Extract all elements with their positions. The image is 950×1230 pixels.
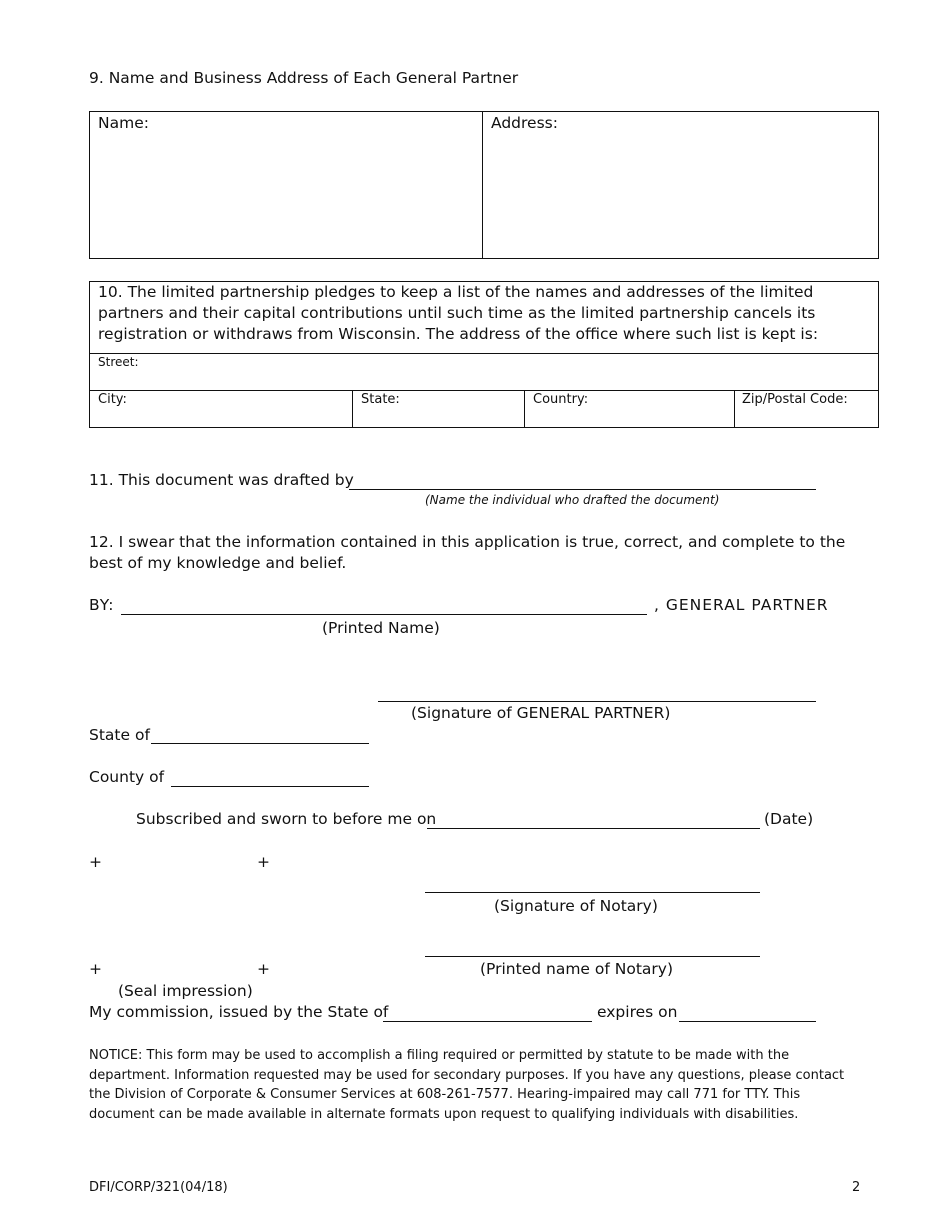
county-of-field[interactable]	[171, 786, 369, 787]
date-label: (Date)	[764, 810, 814, 828]
street-label: Street:	[98, 355, 139, 369]
table-divider	[734, 390, 735, 428]
country-field[interactable]	[526, 410, 732, 426]
table-row-divider	[89, 390, 879, 391]
county-of-label: County of	[89, 768, 165, 786]
section-10-text: 10. The limited partnership pledges to keep a list of the names and addresses of the limited partners and their capital contributions until such time as the limited partnership cancels its registration or withdraws from Wisconsin. The address of the office where such list is kept is:	[98, 283, 819, 343]
partner-signature-field[interactable]	[378, 701, 816, 702]
zip-label: Zip/Postal Code:	[742, 392, 848, 407]
seal-corner-mark: +	[89, 853, 102, 871]
name-label: Name:	[98, 114, 149, 132]
page-number: 2	[852, 1180, 861, 1195]
partner-signature-caption: (Signature of GENERAL PARTNER)	[411, 704, 671, 722]
state-of-label: State of	[89, 726, 150, 744]
zip-field[interactable]	[736, 410, 877, 426]
notary-signature-caption: (Signature of Notary)	[494, 897, 658, 915]
partner-name-field[interactable]	[91, 136, 480, 256]
table-row-divider	[89, 353, 879, 354]
commission-expires-field[interactable]	[679, 1021, 816, 1022]
sworn-date-field[interactable]	[427, 828, 760, 829]
table-divider	[524, 390, 525, 428]
expires-label: expires on	[597, 1003, 678, 1021]
section-9-heading: 9. Name and Business Address of Each General Partner	[89, 69, 519, 87]
notary-printed-name-field[interactable]	[425, 956, 760, 957]
printed-name-caption: (Printed Name)	[322, 619, 440, 637]
city-label: City:	[98, 392, 127, 407]
printed-name-field[interactable]	[121, 614, 647, 615]
city-field[interactable]	[91, 410, 350, 426]
partner-address-field[interactable]	[485, 136, 877, 256]
section-11-text: 11. This document was drafted by	[89, 471, 354, 489]
address-label: Address:	[491, 114, 558, 132]
state-of-field[interactable]	[151, 743, 369, 744]
commission-label: My commission, issued by the State of	[89, 1003, 389, 1021]
by-label: BY:	[89, 596, 115, 614]
general-partner-label: , GENERAL PARTNER	[654, 596, 829, 614]
table-divider	[352, 390, 353, 428]
seal-corner-mark: +	[257, 853, 270, 871]
notary-signature-field[interactable]	[425, 892, 760, 893]
notice-text: NOTICE: This form may be used to accomplish a filing required or permitted by statute to be made with the department. Information requested may be used for secondary purposes. If you have any questions, please contact the Division of Corporate & Consumer Services at 608-261-7577. Hearing-impaired may call 771 for TTY. This document can be made available in alternate formats upon request to qualifying individuals with disabilities.	[89, 1048, 845, 1122]
state-label: State:	[361, 392, 400, 407]
seal-impression-caption: (Seal impression)	[118, 982, 253, 1000]
form-id: DFI/CORP/321(04/18)	[89, 1180, 228, 1195]
country-label: Country:	[533, 392, 589, 407]
seal-corner-mark: +	[257, 960, 270, 978]
commission-state-field[interactable]	[383, 1021, 592, 1022]
street-field[interactable]	[91, 372, 877, 389]
table-divider	[482, 111, 483, 259]
section-12-text: 12. I swear that the information contained in this application is true, correct, and complete to the best of my knowledge and belief.	[89, 533, 846, 572]
seal-corner-mark: +	[89, 960, 102, 978]
drafted-by-caption: (Name the individual who drafted the document)	[425, 493, 720, 507]
notary-printed-name-caption: (Printed name of Notary)	[480, 960, 674, 978]
state-field[interactable]	[354, 410, 522, 426]
drafted-by-field[interactable]	[349, 489, 816, 490]
subscribed-label: Subscribed and sworn to before me on	[136, 810, 437, 828]
